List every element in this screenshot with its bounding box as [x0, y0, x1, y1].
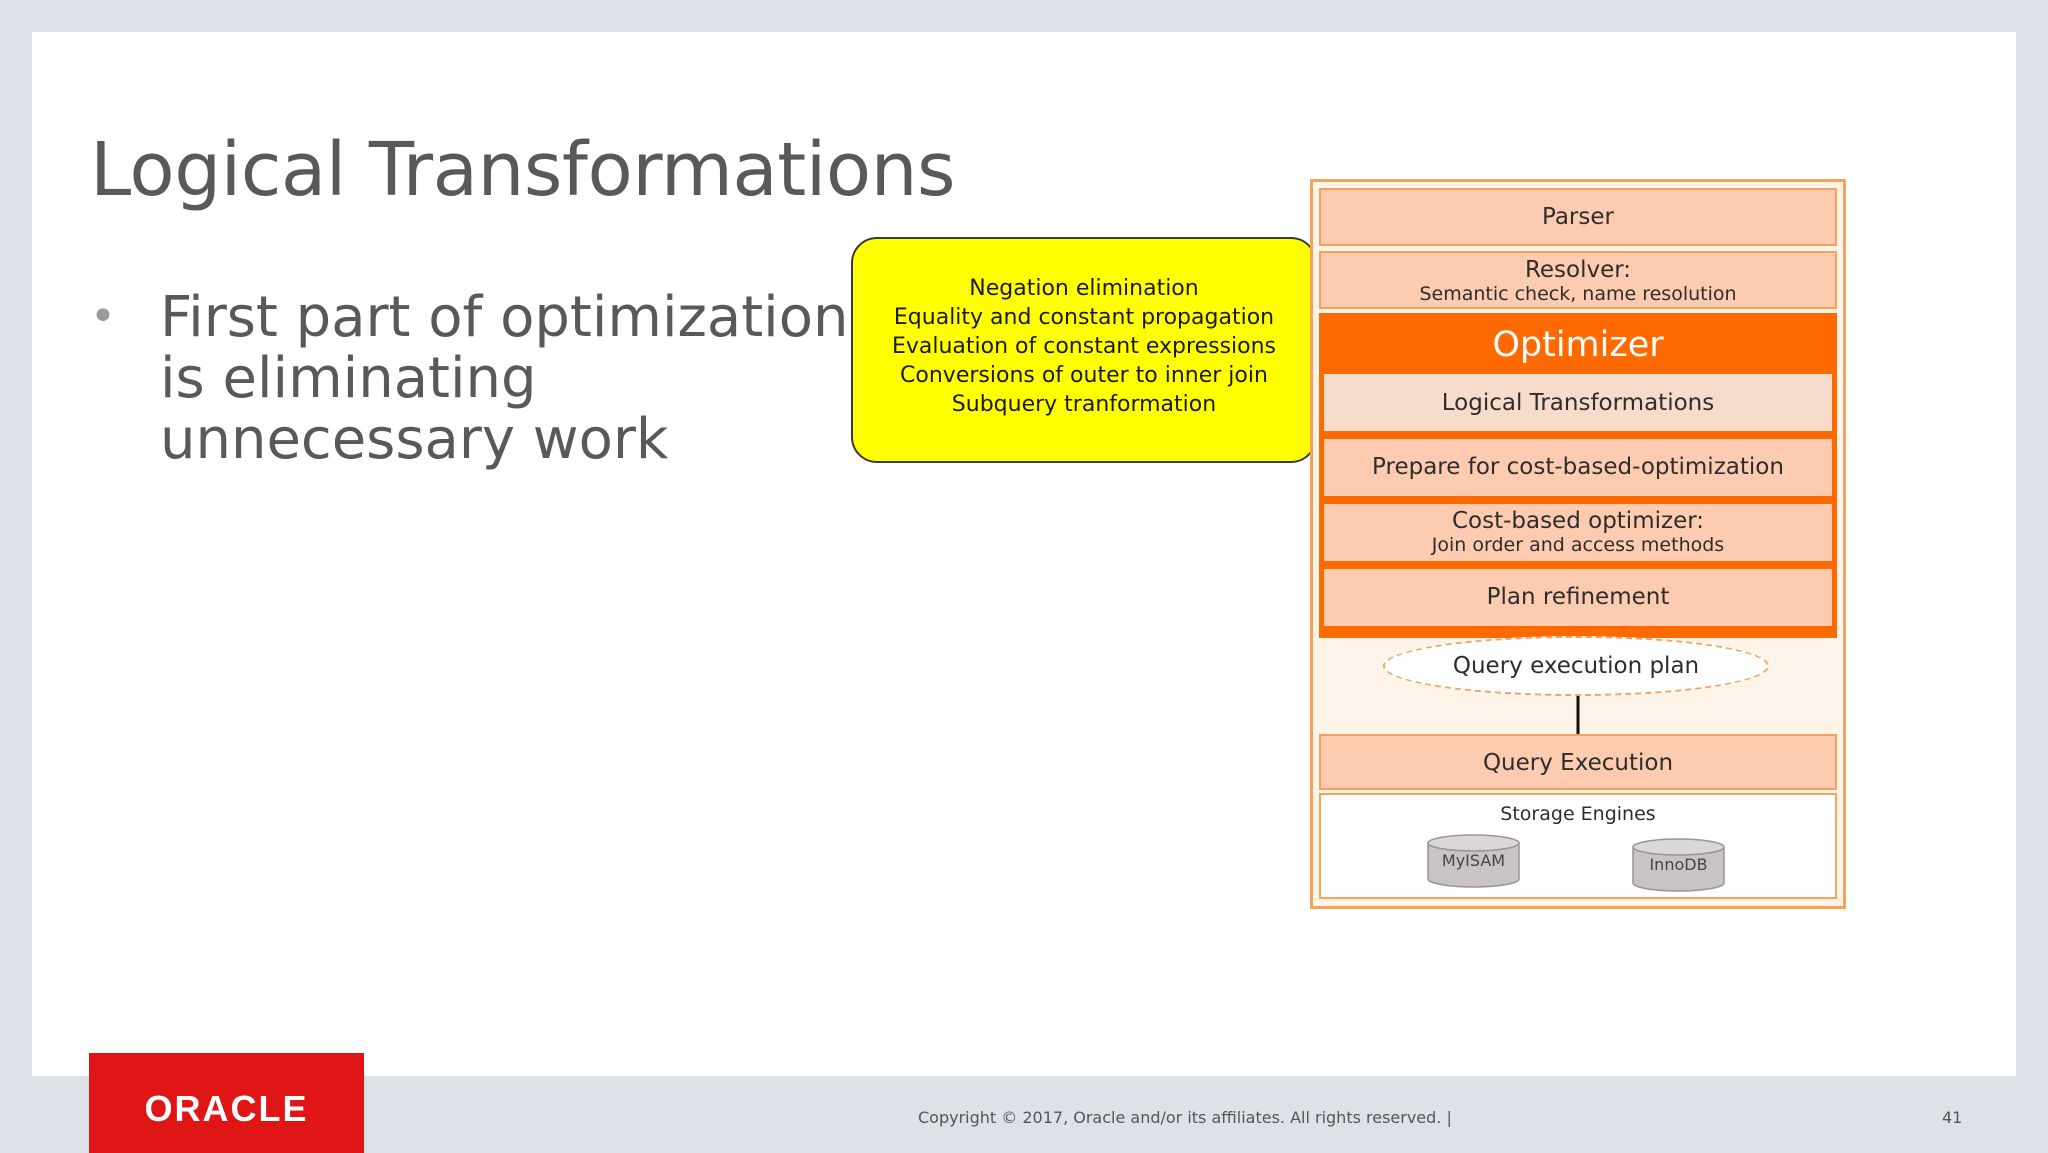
prepare-box: [1324, 439, 1832, 496]
logical-transformations-label: Logical Transformations: [1441, 390, 1715, 416]
cost-based-subtitle: Join order and access methods: [1431, 534, 1725, 556]
parser-label: Parser: [1542, 204, 1614, 230]
page-number: 41: [1942, 1108, 1963, 1127]
parser-box: [1319, 188, 1837, 246]
bullet-text: First part of optimization is eliminating unnecessary work: [160, 285, 849, 472]
callout-bubble: [851, 237, 1317, 463]
callout-line: Subquery tranformation: [951, 392, 1217, 417]
callout-line: Conversions of outer to inner join: [900, 363, 1268, 388]
slide-title: Logical Transformations: [90, 127, 956, 213]
query-execution-label: Query Execution: [1482, 750, 1674, 776]
plan-refinement-label: Plan refinement: [1486, 584, 1670, 610]
optimizer-title: Optimizer: [1492, 325, 1664, 365]
query-execution-plan-ellipse: Query execution plan: [1383, 636, 1769, 696]
innodb-cylinder-icon: [1631, 837, 1726, 893]
query-execution-box: [1319, 734, 1837, 790]
query-processing-diagram: [1310, 179, 1846, 909]
plan-refinement-box: [1324, 569, 1832, 626]
optimizer-block: [1319, 313, 1837, 638]
resolver-subtitle: Semantic check, name resolution: [1419, 283, 1737, 305]
innodb-label: InnoDB: [1649, 855, 1708, 874]
cost-based-title: Cost-based optimizer:: [1451, 508, 1705, 534]
callout-line: Negation elimination: [969, 276, 1199, 301]
storage-engines-label: Storage Engines: [1500, 803, 1656, 825]
cost-based-optimizer-box: [1324, 504, 1832, 561]
oracle-logo: [89, 1053, 364, 1153]
callout-line: Evaluation of constant expressions: [891, 334, 1277, 359]
storage-engines-box: [1319, 793, 1837, 899]
myisam-label: MyISAM: [1441, 851, 1506, 870]
oracle-logo-text: ORACLE: [144, 1088, 309, 1129]
myisam-cylinder-icon: [1426, 833, 1521, 889]
resolver-title: Resolver:: [1524, 257, 1632, 283]
logical-transformations-box: [1324, 374, 1832, 431]
prepare-label: Prepare for cost-based-optimization: [1372, 454, 1784, 480]
bullet-dot-icon: •: [90, 291, 116, 342]
callout-line: Equality and constant propagation: [893, 305, 1275, 330]
resolver-box: [1319, 251, 1837, 309]
copyright-text: Copyright © 2017, Oracle and/or its affiliates. All rights reserved. |: [918, 1108, 1452, 1127]
